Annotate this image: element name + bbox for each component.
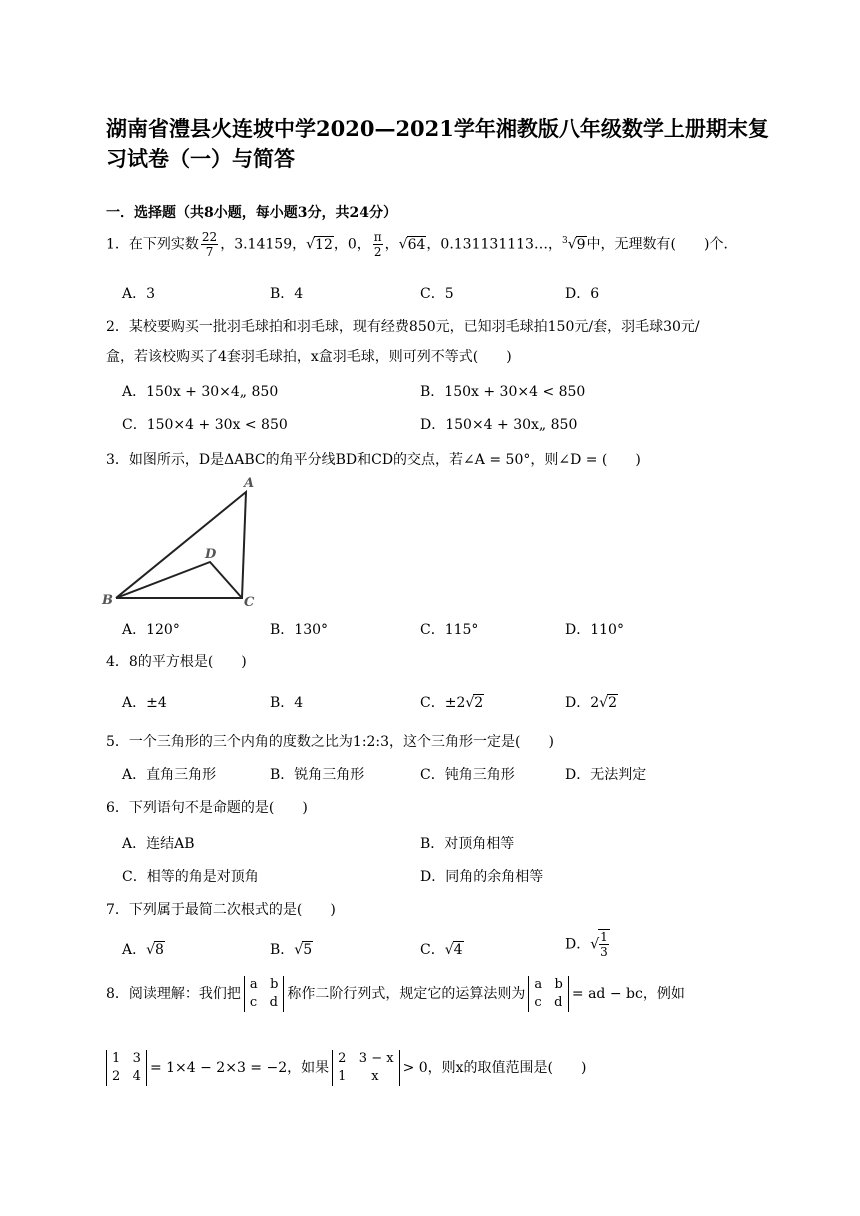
- q7-option-d: D．√ $\frac{1}{3}$: [565, 930, 608, 959]
- label-b: B: [102, 593, 113, 608]
- question-4: 4．8的平方根是( ): [106, 654, 247, 670]
- q6-option-d: D．同角的余角相等: [420, 869, 544, 885]
- question-1: 1．在下列实数 $\frac{22}{7}$ ，3.14159，√12，0， $\frac{\pi}{2}$ ，√64，0.131131113…，$^3$√9中，无理数有( )个．: [106, 230, 738, 259]
- q7-option-b: B．√5: [270, 942, 313, 958]
- q3-option-a: A．120°: [122, 622, 180, 638]
- q6-option-a: A．连结AB: [122, 836, 195, 852]
- question-8-line2: 1 3 2 4 = 1×4 − 2×3 = −2，如果 2 3 − x 1 x > 0，则x的取值范围是( ): [106, 1050, 586, 1086]
- determinant-rule: a b c d: [528, 976, 568, 1012]
- q5-option-b: B．锐角三角形: [270, 767, 365, 783]
- label-c: C: [244, 595, 255, 610]
- q1-option-b: B．4: [270, 286, 304, 302]
- q5-option-d: D．无法判定: [565, 767, 647, 783]
- determinant-condition: 2 3 − x 1 x: [332, 1050, 399, 1086]
- fraction-pi-2: $\frac{\pi}{2}$: [373, 230, 382, 259]
- q1-option-d: D．6: [565, 286, 600, 302]
- label-a: A: [244, 476, 255, 491]
- fraction-22-7: $\frac{22}{7}$: [201, 230, 218, 259]
- q3-option-d: D．110°: [565, 622, 624, 638]
- q7-option-c: C．√4: [420, 942, 463, 958]
- label-d: D: [205, 547, 217, 562]
- q6-option-b: B．对顶角相等: [420, 836, 515, 852]
- question-2-line2: 盒，若该校购买了4套羽毛球拍，x盒羽毛球，则可列不等式( ): [106, 349, 512, 365]
- q7-option-a: A．√8: [122, 942, 164, 958]
- q2-option-c: C．150×4 + 30x < 850: [122, 417, 288, 433]
- question-8-line1: 8．阅读理解：我们把 a b c d 称作二阶行列式，规定它的运算法则为 a b c d = ad − bc，例如: [106, 977, 685, 1010]
- triangle-abc: [116, 492, 246, 598]
- question-3: 3．如图所示，D是ΔABC的角平分线BD和CD的交点，若∠A = 50°，则∠D = ( ): [106, 452, 641, 468]
- question-5: 5．一个三角形的三个内角的度数之比为1:2:3，这个三角形一定是( ): [106, 734, 554, 750]
- cube-root-9: 9: [576, 236, 586, 253]
- q2-option-d: D．150×4 + 30x„ 850: [420, 417, 578, 433]
- cube-root-index: 3: [561, 235, 568, 246]
- question-6: 6．下列语句不是命题的是( ): [106, 800, 308, 816]
- section-heading: 一．选择题（共8小题，每小题3分，共24分）: [106, 205, 397, 221]
- q5-option-c: C．钝角三角形: [420, 767, 515, 783]
- sqrt-64: 64: [407, 236, 426, 253]
- determinant-abcd: a b c d: [244, 976, 284, 1012]
- q3-option-c: C．115°: [420, 622, 479, 638]
- q4-option-c: C．±2√2: [420, 695, 484, 711]
- q1-option-c: C．5: [420, 286, 454, 302]
- question-2-line1: 2．某校要购买一批羽毛球拍和羽毛球，现有经费850元，已知羽毛球拍150元/套，羽毛球30元/: [106, 319, 700, 335]
- question-7: 7．下列属于最简二次根式的是( ): [106, 902, 336, 918]
- page-title: 湖南省澧县火连坡中学2020—2021学年湘教版八年级数学上册期末复习试卷（一）与简答: [106, 116, 769, 171]
- determinant-example: 1 3 2 4: [106, 1050, 147, 1086]
- q4-option-b: B．4: [270, 695, 304, 711]
- q1-option-a: A．3: [122, 286, 156, 302]
- q3-option-b: B．130°: [270, 622, 329, 638]
- q4-option-a: A．±4: [122, 695, 167, 711]
- bisector-lines: [116, 562, 242, 598]
- q6-option-c: C．相等的角是对顶角: [122, 869, 259, 885]
- q2-option-a: A．150x + 30×4„ 850: [122, 384, 279, 400]
- q4-option-d: D．2√2: [565, 695, 617, 711]
- triangle-figure: [100, 472, 270, 612]
- q5-option-a: A．直角三角形: [122, 767, 217, 783]
- sqrt-12: 12: [315, 236, 333, 253]
- q2-option-b: B．150x + 30×4 < 850: [420, 384, 586, 400]
